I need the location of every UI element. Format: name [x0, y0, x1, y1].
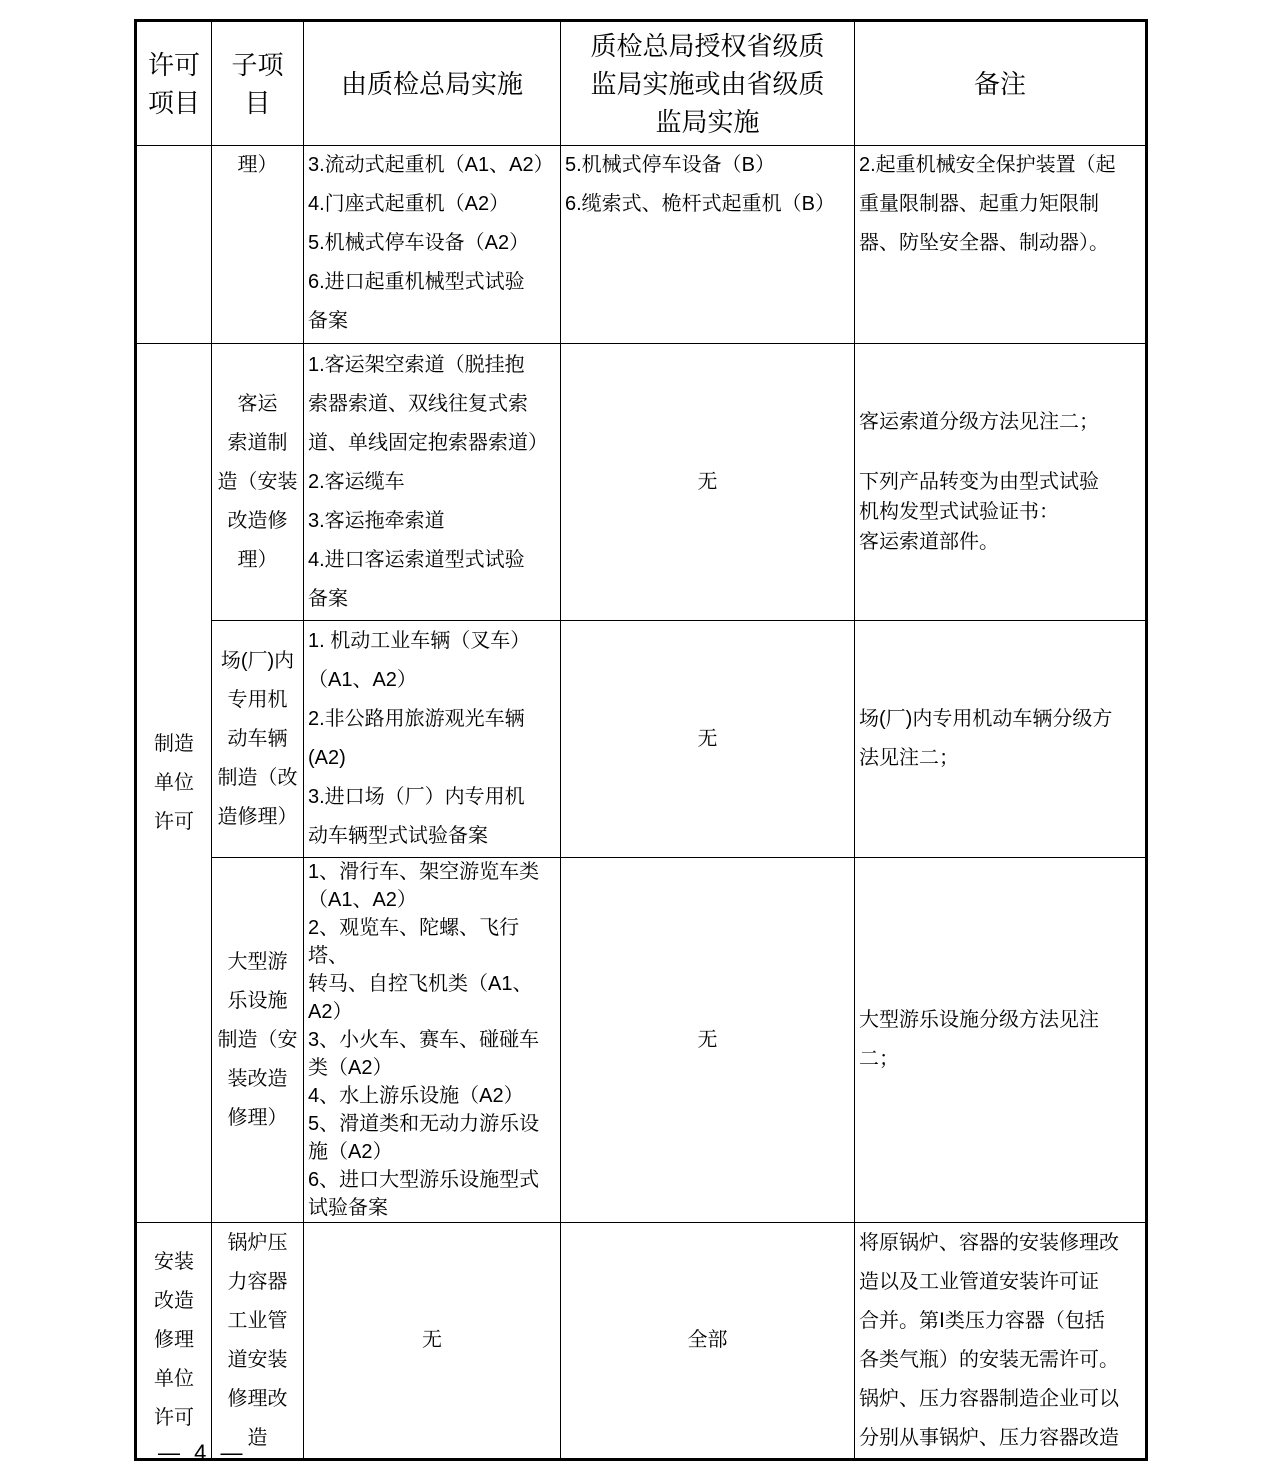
national-cell: 1.客运架空索道（脱挂抱 索器索道、双线往复式索 道、单线固定抱索器索道） 2.客运缆车 3.客运拖牵索道 4.进口客运索道型式试验 备案	[304, 344, 561, 621]
table-row	[136, 146, 1147, 344]
subitem-cell: 客运 索道制 造（安装 改造修 理）	[212, 344, 304, 621]
subitem-cell: 场(厂)内 专用机 动车辆 制造（改 造修理）	[212, 621, 304, 858]
subitem-cell: 锅炉压 力容器 工业管 道安装 修理改 造	[212, 1223, 304, 1460]
table-header-row	[136, 21, 1147, 146]
national-cell: 1. 机动工业车辆（叉车） （A1、A2） 2.非公路用旅游观光车辆 (A2) 3.进口场（厂）内专用机 动车辆型式试验备案	[304, 621, 561, 858]
remark-cell: 2.起重机械安全保护装置（起 重量限制器、起重力矩限制 器、防坠安全器、制动器）。	[855, 146, 1147, 344]
license-table	[134, 19, 1148, 1461]
category-cell: 安装 改造 修理 单位 许可	[136, 1223, 212, 1460]
page-number: — 4 —	[158, 1440, 247, 1465]
subitem-cell: 大型游 乐设施 制造（安 装改造 修理）	[212, 858, 304, 1223]
header-license-item: 许可 项目	[136, 21, 212, 146]
provincial-cell: 无	[561, 344, 855, 621]
provincial-cell: 无	[561, 858, 855, 1223]
header-remark: 备注	[855, 21, 1147, 146]
header-provincial: 质检总局授权省级质 监局实施或由省级质 监局实施	[561, 21, 855, 146]
remark-cell: 将原锅炉、容器的安装修理改 造以及工业管道安装许可证 合并。第Ⅰ类压力容器（包括 各类气瓶）的安装无需许可。 锅炉、压力容器制造企业可以 分别从事锅炉、压力容器改造	[855, 1223, 1147, 1460]
provincial-cell: 无	[561, 621, 855, 858]
national-cell: 1、滑行车、架空游览车类 （A1、A2） 2、观览车、陀螺、飞行塔、 转马、自控飞机类（A1、 A2） 3、小火车、赛车、碰碰车 类（A2） 4、水上游乐设施（A2） 5、滑道类和无动力游乐设 施（A2） 6、进口大型游乐设施型式 试验备案	[304, 858, 561, 1223]
header-national: 由质检总局实施	[304, 21, 561, 146]
remark-cell: 场(厂)内专用机动车辆分级方 法见注二；	[855, 621, 1147, 858]
remark-cell: 客运索道分级方法见注二； 下列产品转变为由型式试验 机构发型式试验证书： 客运索道部件。	[855, 344, 1147, 621]
table-row	[136, 858, 1147, 1223]
category-cell: 制造 单位 许可	[136, 344, 212, 1223]
table-row	[136, 344, 1147, 621]
national-cell: 3.流动式起重机（A1、A2） 4.门座式起重机（A2） 5.机械式停车设备（A2） 6.进口起重机械型式试验 备案	[304, 146, 561, 344]
subitem-cell: 理）	[212, 146, 304, 344]
national-cell: 无	[304, 1223, 561, 1460]
table-row	[136, 621, 1147, 858]
category-cell	[136, 146, 212, 344]
provincial-cell: 5.机械式停车设备（B） 6.缆索式、桅杆式起重机（B）	[561, 146, 855, 344]
provincial-cell: 全部	[561, 1223, 855, 1460]
table-row	[136, 1223, 1147, 1460]
remark-cell: 大型游乐设施分级方法见注 二；	[855, 858, 1147, 1223]
header-subitem: 子项 目	[212, 21, 304, 146]
